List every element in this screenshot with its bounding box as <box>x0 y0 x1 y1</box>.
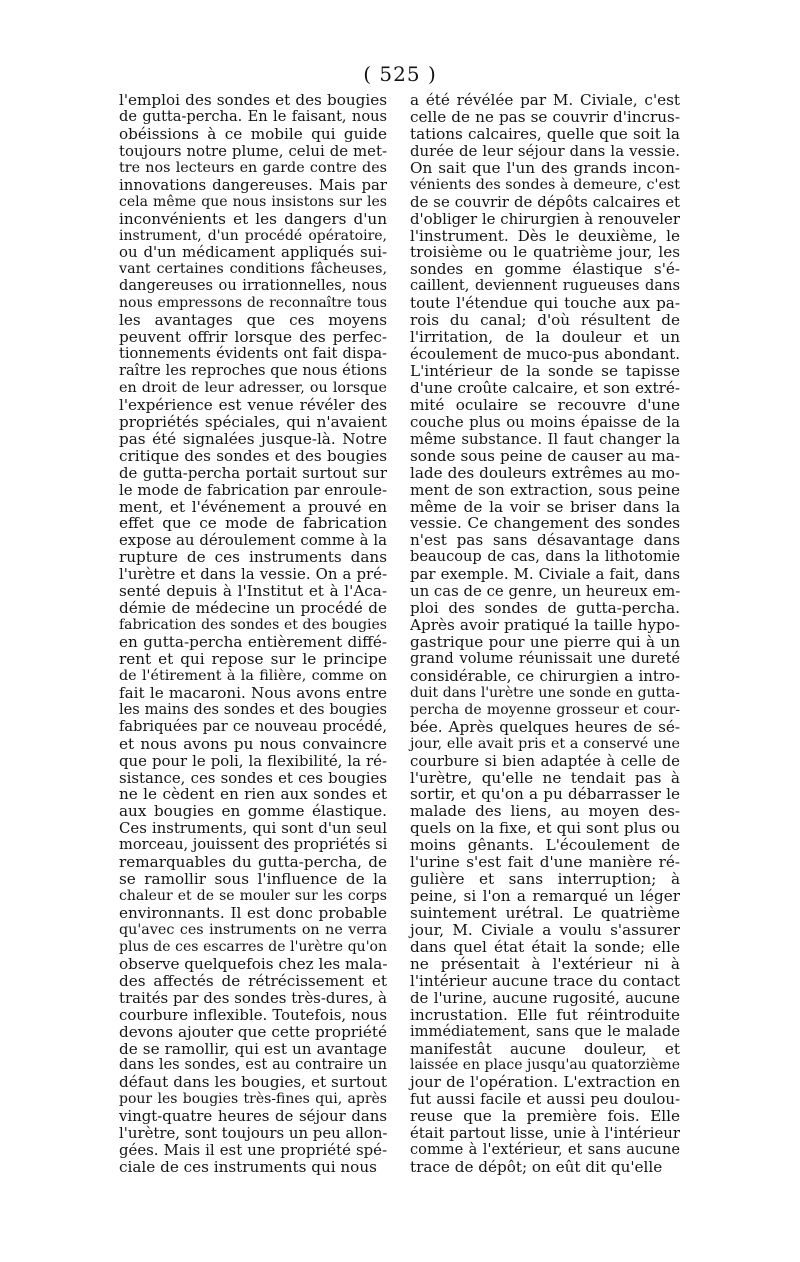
text-line: tations calcaires, quelle que soit la <box>410 124 680 143</box>
text-line: même substance. Il faut changer la <box>410 429 680 448</box>
text-line: l'instrument. Dès le deuxième, le <box>410 226 680 245</box>
text-column-left <box>119 92 387 1176</box>
text-column-right <box>410 92 680 1176</box>
text-line: moins gênants. L'écoulement de <box>410 836 680 855</box>
text-line: sonde sous peine de causer au ma- <box>410 446 680 465</box>
text-line: inconvénients et les dangers d'un <box>119 209 387 228</box>
text-line: en droit de leur adresser, ou lorsque <box>119 379 387 396</box>
text-line: les mains des sondes et des bougies <box>119 700 387 718</box>
text-line: un cas de ce genre, un heureux em- <box>410 582 681 601</box>
text-line: les avantages que ces moyens <box>119 311 387 330</box>
text-line: l'urine s'est fait d'une manière ré- <box>410 853 680 872</box>
text-line: beaucoup de cas, dans la lithotomie <box>410 548 680 566</box>
text-line: ne le cèdent en rien aux sondes et <box>119 785 387 804</box>
text-line: lade des douleurs extrêmes au mo- <box>410 463 680 482</box>
text-line: percha de moyenne grosseur et cour- <box>410 701 680 718</box>
text-line: écoulement de muco-pus abondant. <box>410 345 680 364</box>
text-line: celle de ne pas se couvrir d'incrus- <box>410 107 680 126</box>
text-line: dans les sondes, est au contraire un <box>119 1056 387 1074</box>
text-line: fabrication des sondes et des bougies <box>119 617 387 634</box>
text-line: bée. Après quelques heures de sé- <box>410 717 680 736</box>
text-line: incrustation. Elle fut réintroduite <box>410 1005 680 1024</box>
text-line: courbure inflexible. Toutefois, nous <box>119 1005 387 1024</box>
text-line: par exemple. M. Civiale a fait, dans <box>410 565 680 584</box>
text-line: sondes en gomme élastique s'é- <box>410 260 680 279</box>
text-line: troisième ou le quatrième jour, les <box>410 243 680 262</box>
text-line: vingt-quatre heures de séjour dans <box>119 1107 387 1126</box>
text-line: même de la voir se briser dans la <box>410 497 680 516</box>
text-line: considérable, ce chirurgien a intro- <box>410 666 680 685</box>
text-line: toute l'étendue qui touche aux pa- <box>410 294 680 313</box>
text-line: effet que ce mode de fabrication <box>119 514 387 533</box>
text-line: sistance, ces sondes et ces bougies <box>119 768 387 787</box>
text-line: duit dans l'urètre une sonde en gutta- <box>410 684 680 701</box>
text-line: manifestât aucune douleur, et <box>410 1039 680 1058</box>
text-line: fut aussi facile et aussi peu doulou- <box>410 1090 680 1109</box>
text-line: ploi des sondes de gutta-percha. <box>410 599 680 618</box>
text-line: jour, M. Civiale a voulu s'assurer <box>410 920 680 939</box>
text-line: en gutta-percha entièrement diffé- <box>119 633 387 651</box>
text-line: On sait que l'un des grands incon- <box>410 158 680 177</box>
text-line: tionnements évidents ont fait dispa- <box>119 345 387 363</box>
text-line: courbure si bien adaptée à celle de <box>410 751 680 770</box>
text-line: devons ajouter que cette propriété <box>119 1022 387 1041</box>
text-line: l'irritation, de la douleur et un <box>410 328 680 347</box>
text-line: de se ramollir, qui est un avantage <box>119 1039 387 1058</box>
text-line: l'urètre et dans la vessie. On a pré- <box>119 565 387 584</box>
text-line: observe quelquefois chez les mala- <box>119 954 388 973</box>
text-line: gastrique pour une pierre qui à un <box>410 633 680 651</box>
text-line: pour les bougies très-fines qui, après <box>119 1091 387 1108</box>
text-line: peuvent offrir lorsque des perfec- <box>119 328 387 347</box>
text-line: mité oculaire se recouvre d'une <box>410 395 680 414</box>
text-line: l'intérieur aucune trace du contact <box>410 971 680 990</box>
text-line: d'obliger le chirurgien à renouveler <box>410 209 680 228</box>
text-line: cela même que nous insistons sur les <box>119 193 387 210</box>
text-line: dans quel état était la sonde; elle <box>410 937 680 956</box>
text-line: vant certaines conditions fâcheuses, <box>119 261 387 278</box>
text-line: gées. Mais il est une propriété spé- <box>119 1141 387 1160</box>
text-line: que pour le poli, la flexibilité, la ré- <box>119 751 387 770</box>
text-line: se ramollir sous l'influence de la <box>119 870 387 889</box>
text-line: couche plus ou moins épaisse de la <box>410 412 680 431</box>
text-line: qu'avec ces instruments on ne verra <box>119 921 387 938</box>
text-line: morceau, jouissent des propriétés si <box>119 836 388 854</box>
text-line: et nous avons pu nous convaincre <box>119 734 387 753</box>
text-line: Après avoir pratiqué la taille hypo- <box>410 616 680 635</box>
text-line: de gutta-percha portait surtout sur <box>119 463 387 482</box>
text-line: plus de ces escarres de l'urètre qu'on <box>119 938 387 955</box>
text-line: caillent, deviennent rugueuses dans <box>410 277 680 295</box>
text-line: tre nos lecteurs en garde contre des <box>119 159 387 176</box>
text-line: nous empressons de reconnaître tous <box>119 295 387 312</box>
text-line: le mode de fabrication par enroule- <box>119 480 387 499</box>
text-line: instrument, d'un procédé opératoire, <box>119 227 387 244</box>
text-line: immédiatement, sans que le malade <box>410 1022 680 1040</box>
text-line: traités par des sondes très-dures, à <box>119 988 387 1007</box>
text-line: était partout lisse, unie à l'intérieur <box>410 1124 680 1143</box>
text-line: dangereuses ou irrationnelles, nous <box>119 277 387 295</box>
text-line: aux bougies en gomme élastique. <box>119 802 387 821</box>
text-line: l'urètre, qu'elle ne tendait pas à <box>410 768 680 787</box>
text-line: comme à l'extérieur, et sans aucune <box>410 1141 680 1159</box>
text-line: rent et qui repose sur le principe <box>119 649 387 668</box>
text-line: peine, si l'on a remarqué un léger <box>410 887 680 906</box>
text-line: raître les reproches que nous étions <box>119 362 387 379</box>
text-line: vénients des sondes à demeure, c'est <box>410 176 680 193</box>
text-line: fait le macaroni. Nous avons entre <box>119 683 387 702</box>
text-line: grand volume réunissait une dureté <box>410 649 680 667</box>
text-line: ment, et l'événement a prouvé en <box>119 497 387 516</box>
text-line: quels on la fixe, et qui sont plus ou <box>410 819 680 838</box>
text-line: expose au déroulement comme à la <box>119 531 387 550</box>
text-line: d'une croûte calcaire, et son extré- <box>410 378 680 397</box>
text-line: l'expérience est venue révéler des <box>119 395 387 414</box>
text-line: reuse que la première fois. Elle <box>410 1107 680 1126</box>
text-line: pas été signalées jusque-là. Notre <box>119 429 387 448</box>
text-line: propriétés spéciales, qui n'avaient <box>119 412 387 431</box>
text-line: rupture de ces instruments dans <box>119 548 387 567</box>
text-line: laissée en place jusqu'au quatorzième <box>410 1057 680 1074</box>
text-line: chaleur et de se mouler sur les corps <box>119 888 387 905</box>
text-line: l'emploi des sondes et des bougies <box>119 91 387 109</box>
page-number: ( 525 ) <box>363 62 437 86</box>
text-line: trace de dépôt; on eût dit qu'elle <box>410 1158 663 1177</box>
text-line: défaut dans les bougies, et surtout <box>119 1073 387 1092</box>
text-line: ciale de ces instruments qui nous <box>119 1158 377 1177</box>
text-line: Ces instruments, qui sont d'un seul <box>119 819 387 838</box>
text-line: malade des liens, au moyen des- <box>410 802 680 821</box>
text-line: ne présentait à l'extérieur ni à <box>410 954 680 973</box>
text-line: de l'urine, aucune rugosité, aucune <box>410 988 680 1007</box>
text-line: toujours notre plume, celui de met- <box>119 141 387 160</box>
text-line: innovations dangereuses. Mais par <box>119 175 387 194</box>
text-line: L'intérieur de la sonde se tapisse <box>410 362 680 380</box>
text-line: l'urètre, sont toujours un peu allon- <box>119 1124 388 1143</box>
text-line: environnants. Il est donc probable <box>119 904 387 922</box>
text-line: senté depuis à l'Institut et à l'Aca- <box>119 582 387 601</box>
text-line: démie de médecine un procédé de <box>119 599 387 618</box>
text-line: durée de leur séjour dans la vessie. <box>410 141 680 160</box>
text-line: sortir, et qu'on a pu débarrasser le <box>410 785 680 804</box>
text-line: critique des sondes et des bougies <box>119 446 387 465</box>
text-line: vessie. Ce changement des sondes <box>410 514 680 533</box>
text-line: gulière et sans interruption; à <box>410 870 680 889</box>
text-line: de l'étirement à la filière, comme on <box>119 667 387 684</box>
text-line: des affectés de rétrécissement et <box>119 971 387 990</box>
text-line: jour de l'opération. L'extraction en <box>410 1073 680 1092</box>
text-line: ou d'un médicament appliqués sui- <box>119 243 387 262</box>
text-line: remarquables du gutta-percha, de <box>119 853 387 872</box>
text-line: ment de son extraction, sous peine <box>410 480 680 499</box>
text-line: de gutta-percha. En le faisant, nous <box>119 107 387 125</box>
text-line: a été révélée par M. Civiale, c'est <box>410 91 680 109</box>
text-line: suintement urétral. Le quatrième <box>410 904 680 922</box>
text-line: obéissions à ce mobile qui guide <box>119 124 387 143</box>
text-line: jour, elle avait pris et a conservé une <box>410 735 680 752</box>
text-line: de se couvrir de dépôts calcaires et <box>410 192 680 211</box>
text-line: n'est pas sans désavantage dans <box>410 531 680 550</box>
text-line: fabriquées par ce nouveau procédé, <box>119 717 387 735</box>
text-line: rois du canal; d'où résultent de <box>410 311 680 330</box>
